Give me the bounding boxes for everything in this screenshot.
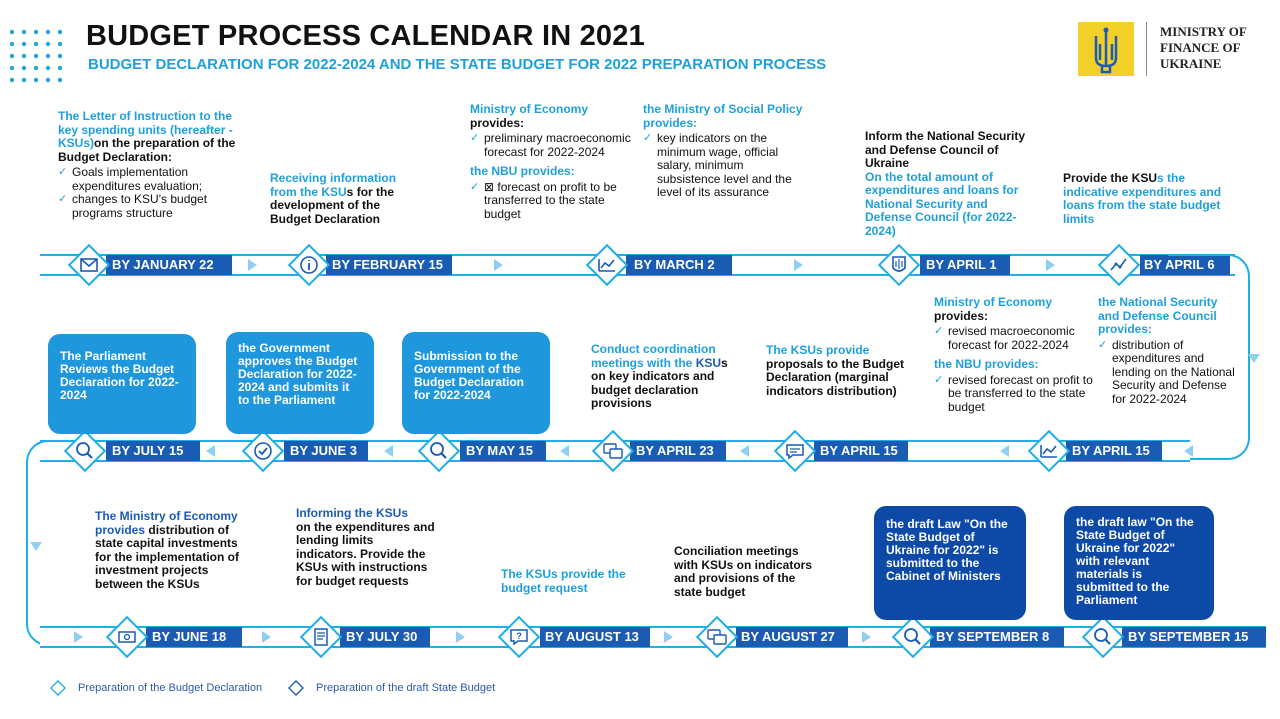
check-icon	[240, 428, 286, 474]
arrow-left	[1000, 445, 1009, 457]
arrow-right	[862, 631, 871, 643]
arrow-right	[794, 259, 803, 271]
arrow-left	[560, 445, 569, 457]
document-icon	[298, 614, 344, 660]
aug13-text	[501, 568, 631, 595]
submission-box: Submission to the Government of the Budget Declaration for 2022-2024	[402, 332, 550, 434]
date-apr15a: BY APRIL 15	[820, 443, 898, 458]
chart-icon	[584, 242, 630, 288]
jun18-rest: distribution of state capital investments for the implementation of investment projects between the KSUs	[95, 522, 239, 591]
aug27-label: Conciliation meetings with KSUs on indicators and provisions of the state budget	[674, 544, 813, 599]
question-icon	[496, 614, 542, 660]
date-apr23: BY APRIL 23	[636, 443, 714, 458]
date-feb15: BY FEBRUARY 15	[332, 257, 444, 272]
apr6-text	[1063, 172, 1233, 226]
date-apr1: BY APRIL 1	[926, 257, 997, 272]
mar-econ-heading: Ministry of Economy	[470, 102, 589, 116]
page-subtitle: BUDGET DECLARATION FOR 2022-2024 AND THE STATE BUDGET FOR 2022 PREPARATION PROCESS	[88, 56, 827, 73]
nsdc-item: ✓ distribution of expenditures and lending on the National Security and Defense for 2022-2024	[1098, 339, 1238, 407]
apr23-heading: Conduct coordination meetings with the	[591, 342, 716, 370]
search-icon	[1080, 614, 1126, 660]
parliament-box: The Parliament Reviews the Budget Declaration for 2022-2024	[48, 334, 196, 434]
aug27-text	[674, 545, 824, 599]
mar-social-text	[643, 103, 803, 200]
logo-divider	[1146, 22, 1147, 76]
date-apr15b: BY APRIL 15	[1072, 443, 1150, 458]
nbu2-item: ✓ revised forecast on profit to be transferred to the state budget	[934, 374, 1098, 415]
date-jun18: BY JUNE 18	[152, 629, 227, 644]
chart-icon	[1026, 428, 1072, 474]
mar-econ-provides: provides:	[470, 115, 525, 130]
search-icon	[890, 614, 936, 660]
chat-icon	[694, 614, 740, 660]
trend-icon	[1096, 242, 1142, 288]
jan-rest: on the preparation of the Budget Declaration:	[58, 136, 236, 164]
apr6-rest: s the indicative expenditures and loans from the state budget limits	[1063, 171, 1222, 226]
apr23-rest: s on key indicators and budget declaration provisions	[591, 355, 728, 410]
sep15-box: the draft law "On the State Budget of Ukraine for 2022" with relevant materials is submitted to the Parliament	[1064, 506, 1214, 620]
search-icon	[62, 428, 108, 474]
jan-item-2: ✓ changes to KSU's budget programs structure	[58, 193, 248, 220]
jan-item-1: ✓ Goals implementation expenditures evaluation;	[58, 166, 248, 193]
nsdc-text	[1098, 296, 1238, 406]
date-sep8: BY SEPTEMBER 8	[936, 629, 1050, 644]
mar-nbu-heading: the NBU provides:	[470, 164, 575, 178]
econ2-text	[934, 296, 1098, 414]
info-icon	[286, 242, 332, 288]
mar-econ-text	[470, 103, 640, 221]
arrow-right	[664, 631, 673, 643]
legend-declaration: Preparation of the Budget Declaration	[78, 682, 263, 694]
feb-text	[270, 172, 410, 226]
svg-text:?: ?	[516, 631, 522, 641]
government-box: the Government approves the Budget Declaration for 2022-2024 and submits it to the Parliament	[226, 332, 374, 434]
date-aug27: BY AUGUST 27	[741, 629, 835, 644]
aug13-label: The KSUs provide the budget request	[501, 567, 626, 595]
date-apr6: BY APRIL 6	[1144, 257, 1215, 272]
apr1-text	[865, 130, 1035, 238]
feb-s: s	[346, 184, 354, 199]
legend-state-budget: Preparation of the draft State Budget	[316, 682, 496, 694]
date-jul30: BY JULY 30	[346, 629, 418, 644]
arrow-right	[456, 631, 465, 643]
feb-heading: Receiving information from the KSU	[270, 171, 397, 199]
arrow-left	[740, 445, 749, 457]
chat-icon	[590, 428, 636, 474]
legend-diamond-light	[50, 680, 66, 696]
ministry-name: MINISTRY OF FINANCE OF UKRAINE	[1160, 24, 1247, 71]
jul30-rest: on the expenditures and lending limits indicators. Provide the KSUs with instructions for budget requests	[296, 519, 435, 588]
mar-nbu-item: ✓ ⊠ forecast on profit to be transferred to the state budget	[470, 181, 640, 222]
date-may15: BY MAY 15	[466, 443, 533, 458]
apr15-text	[766, 344, 916, 398]
nsdc-heading: the National Security and Defense Council provides:	[1098, 295, 1218, 336]
mar-econ-item: ✓ preliminary macroeconomic forecast for 2022-2024	[470, 132, 640, 159]
arrow-right	[1046, 259, 1055, 271]
search-icon	[416, 428, 462, 474]
apr15-rest: proposals to the Budget Declaration (marginal indicators distribution)	[766, 356, 904, 398]
apr23-ksu: KSU	[695, 355, 722, 370]
econ2-heading: Ministry of Economy	[934, 295, 1053, 309]
arrow-right	[262, 631, 271, 643]
jan-heading: The Letter of Instruction to the key spending units (hereafter - KSUs)	[58, 109, 233, 150]
arrow-left	[206, 445, 215, 457]
apr6-bold: Provide the KSU	[1063, 171, 1158, 185]
money-icon	[104, 614, 150, 660]
mar-social-heading: the Ministry of Social Policy provides:	[643, 102, 803, 130]
date-jul15: BY JULY 15	[112, 443, 184, 458]
jun18-text	[95, 510, 255, 591]
jan-text	[58, 110, 248, 220]
jun18-heading: The Ministry of Economy provides	[95, 509, 238, 537]
feb-rest: for the development of the Budget Declaration	[270, 184, 395, 226]
date-sep15: BY SEPTEMBER 15	[1128, 629, 1249, 644]
trident-icon	[876, 242, 922, 288]
date-mar2: BY MARCH 2	[634, 257, 715, 272]
arrow-right	[248, 259, 257, 271]
arrow-right	[74, 631, 83, 643]
jul30-text	[296, 507, 436, 588]
nbu2-heading: the NBU provides:	[934, 357, 1039, 371]
trident-logo-icon	[1078, 22, 1134, 76]
envelope-icon	[66, 242, 112, 288]
apr15-heading: The KSUs provide	[766, 343, 870, 357]
apr1-rest: On the total amount of expenditures and loans for National Security and Defense Council (for 2022-2024)	[865, 169, 1019, 238]
apr23-text	[591, 343, 741, 411]
speech-icon	[772, 428, 818, 474]
date-aug13: BY AUGUST 13	[545, 629, 639, 644]
legend-diamond-dark	[288, 680, 304, 696]
date-jan22: BY JANUARY 22	[112, 257, 214, 272]
arrow-left	[384, 445, 393, 457]
econ2-item: ✓ revised macroeconomic forecast for 2022-2024	[934, 325, 1098, 352]
econ2-provides: provides:	[934, 308, 989, 323]
arrow-down	[30, 542, 42, 551]
arrow-right	[494, 259, 503, 271]
sep8-box: the draft Law "On the State Budget of Ukraine for 2022" is submitted to the Cabinet of Ministers	[874, 506, 1026, 620]
dots-decoration	[6, 26, 64, 84]
arrow-down	[1248, 354, 1260, 363]
apr1-bold: Inform the National Security and Defense Council of Ukraine	[865, 129, 1026, 170]
jul30-heading: Informing the KSUs	[296, 506, 409, 520]
page-title: BUDGET PROCESS CALENDAR IN 2021	[86, 20, 645, 52]
arrow-left	[1184, 445, 1193, 457]
date-jun3: BY JUNE 3	[290, 443, 357, 458]
mar-social-item: ✓ key indicators on the minimum wage, official salary, minimum subsistence level and the level of its assurance	[643, 132, 803, 200]
